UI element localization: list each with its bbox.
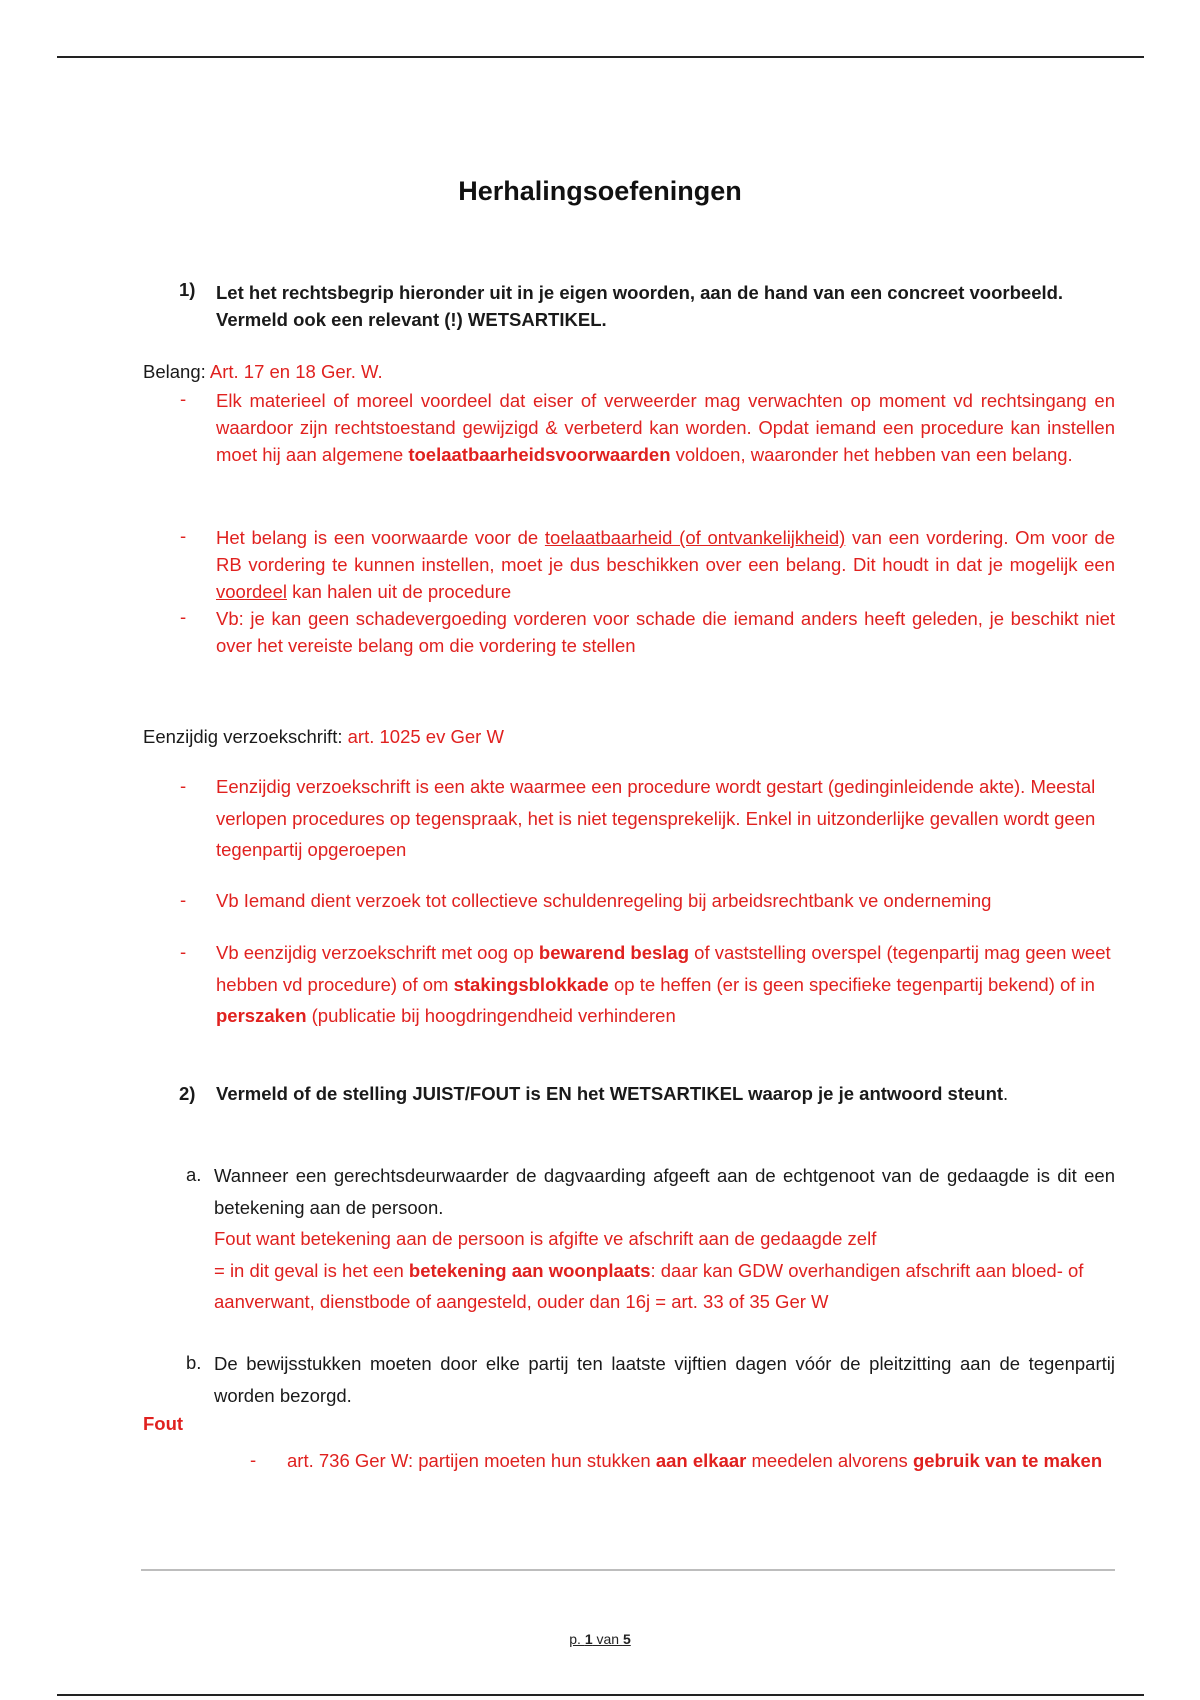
header-rule [57, 56, 1144, 58]
statement-b-answer-label: Fout [143, 1413, 184, 1434]
bullet-dash: - [180, 388, 187, 409]
verzoekschrift-point-3-middle: of vaststelling overspel (tegenpartij mag geen weet hebben vd procedure) of om [216, 942, 1111, 995]
statement-a-answer: Fout want betekening aan de persoon is afgifte ve afschrift aan de gedaagde zelf [214, 1228, 877, 1249]
question-1-text [216, 279, 1116, 333]
page-number-total: 5 [622, 1631, 631, 1647]
question-2-number: 2) [179, 1083, 196, 1104]
page-number [0, 1631, 1200, 1647]
statement-a-explanation-tail: : daar kan GDW overhandigen afschrift aan bloed- of aanverwant, dienstbode of aangesteld, ouder dan 16j = art. 33 of 35 Ger W [214, 1259, 1084, 1312]
verzoekschrift-point-2: Vb Iemand dient verzoek tot collectieve schuldenregeling bij arbeidsrechtbank ve onderneming [216, 890, 992, 911]
verzoekschrift-point-3 [216, 937, 1116, 1032]
page-number-current: 1 [584, 1631, 593, 1647]
question-2-statement: Vermeld of de stelling JUIST/FOUT is EN het WETSARTIKEL waarop je je antwoord steunt [216, 1083, 1004, 1104]
page-number-prefix: p. [569, 1631, 585, 1647]
bullet-dash: - [180, 941, 187, 962]
statement-a-explanation-text: = in dit geval is het een [214, 1259, 409, 1281]
statement-a-explanation-bold: betekening aan woonplaats [408, 1259, 651, 1281]
page-bottom-rule [57, 1694, 1144, 1696]
belang-point-2-middle: van een vordering. Om voor de RB vordering te kunnen instellen, moet je dus beschikken over een belang. Dit houdt in dat je mogelijk een [216, 527, 1116, 575]
statement-b-answer-bold-1: aan elkaar [655, 1450, 747, 1471]
belang-point-2-text: Het belang is een voorwaarde voor de [216, 527, 545, 548]
page-number-separator: van [592, 1631, 623, 1647]
belang-heading [143, 361, 383, 383]
question-1-number: 1) [179, 279, 196, 300]
belang-point-2 [216, 524, 1115, 605]
verzoekschrift-label: Eenzijdig verzoekschrift: [143, 726, 343, 747]
verzoekschrift-point-3-middle-2: op te heffen (er is geen specifieke tegenpartij bekend) of in [608, 973, 1095, 995]
verzoekschrift-point-3-tail: (publicatie bij hoogdringendheid verhinderen [306, 1005, 676, 1026]
belang-point-1-tail: voldoen, waaronder het hebben van een belang. [670, 444, 1073, 465]
bullet-dash: - [250, 1449, 257, 1470]
statement-b-answer [287, 1445, 1115, 1477]
verzoekschrift-heading [143, 726, 504, 748]
bullet-dash: - [180, 889, 187, 910]
page-title: Herhalingsoefeningen [458, 176, 742, 206]
verzoekschrift-point-3-bold-2: stakingsblokkade [453, 973, 609, 995]
verzoekschrift-point-3-bold-1: bewarend beslag [538, 942, 690, 963]
question-1-line-1: Let het rechtsbegrip hieronder uit in je eigen woorden, aan de hand van een concreet voorbeeld. [216, 282, 1064, 303]
verzoekschrift-point-3-bold-3: perszaken [216, 1005, 307, 1026]
belang-point-1-text: Elk materieel of moreel voordeel dat eiser of verweerder mag verwachten op moment vd rechtsingang en waardoor zijn rechtstoestand gewijzigd & verbeterd kan worden. Opdat iemand een procedure kan instellen moet hij aan algemene [216, 390, 1115, 465]
bullet-dash: - [180, 775, 187, 796]
statement-a-explanation [214, 1255, 1115, 1318]
belang-point-3: Vb: je kan geen schadevergoeding vorderen voor schade die iemand anders heeft geleden, je beschikt niet over het vereiste belang om die vordering te stellen [216, 608, 1115, 656]
statement-b-text: De bewijsstukken moeten door elke partij ten laatste vijftien dagen vóór de pleitzitting aan de tegenpartij worden bezorgd. [214, 1353, 1115, 1406]
bullet-dash: - [180, 606, 187, 627]
question-2-text [216, 1083, 1116, 1105]
belang-point-2-underline-2: voordeel [216, 581, 287, 602]
question-1-line-2: Vermeld ook een relevant (!) WETSARTIKEL. [216, 309, 607, 330]
belang-point-2-tail: kan halen uit de procedure [286, 581, 512, 602]
verzoekschrift-point-3-text: Vb eenzijdig verzoekschrift met oog op [216, 942, 539, 963]
statement-b-answer-middle: meedelen alvorens [746, 1450, 913, 1471]
statement-a-letter: a. [186, 1164, 202, 1185]
footer-rule [141, 1569, 1115, 1571]
belang-point-1-bold: toelaatbaarheidsvoorwaarden [408, 444, 671, 465]
verzoekschrift-point-1: Eenzijdig verzoekschrift is een akte waarmee een procedure wordt gestart (gedinginleidende akte). Meestal verlopen procedures op tegenspraak, het is niet tegensprekelijk. Enkel in uitzonderlijke gevallen wordt geen tegenpartij opgeroepen [216, 776, 1096, 860]
statement-b-answer-bold-2: gebruik van te maken [912, 1450, 1103, 1471]
belang-label: Belang: [143, 361, 206, 382]
statement-a-text: Wanneer een gerechtsdeurwaarder de dagvaarding afgeeft aan de echtgenoot van de gedaagde is dit een betekening aan de persoon. [214, 1165, 1115, 1218]
question-2-period: . [1003, 1083, 1009, 1104]
belang-point-1 [216, 387, 1115, 468]
statement-b-answer-text: art. 736 Ger W: partijen moeten hun stukken [287, 1450, 656, 1471]
belang-reference: Art. 17 en 18 Ger. W. [209, 361, 383, 382]
statement-a [214, 1160, 1115, 1318]
bullet-dash: - [180, 525, 187, 546]
verzoekschrift-reference: art. 1025 ev Ger W [347, 726, 504, 747]
belang-point-2-underline: toelaatbaarheid (of ontvankelijkheid) [544, 527, 846, 548]
statement-b-letter: b. [186, 1352, 202, 1373]
